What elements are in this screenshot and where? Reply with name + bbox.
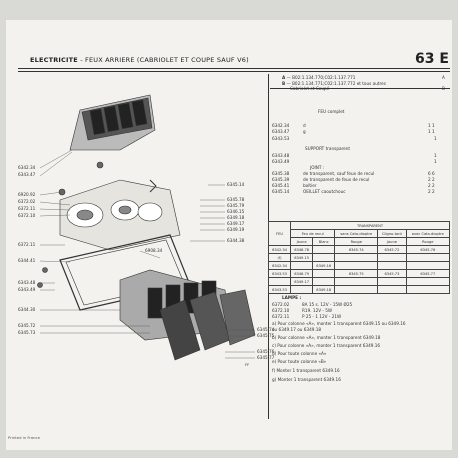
part-ref: 6343.49 bbox=[272, 159, 290, 164]
note: a) Pour colonne «A», monter 1 transparent 6349.15 ou 6349.16 bbox=[272, 321, 406, 326]
sub-rouge2: Rouge bbox=[406, 238, 449, 246]
col-avec: avec Cata-dioptre bbox=[406, 230, 449, 238]
part-ref: 6345.39 bbox=[272, 177, 290, 182]
callout-6372-11: 6372.11 bbox=[18, 206, 36, 211]
callout-6343-48: 6343.48 bbox=[18, 280, 36, 285]
callout-6345-72: 6345.72 bbox=[18, 323, 36, 328]
callout-6345-75: 6345.75 bbox=[257, 333, 275, 338]
applicability-b: B — B02:1.134.771;C02:1.137.772 et tous autres bbox=[282, 81, 386, 86]
note: c) Pour colonne «A», monter 1 transparent 6349.16 bbox=[272, 343, 381, 348]
lampe-ref: 6372.10 bbox=[272, 308, 290, 313]
callout-6345-76: 6345.76 bbox=[257, 349, 275, 354]
applicability-b-end: B bbox=[442, 86, 445, 91]
sub-jaune2: Jaune bbox=[378, 238, 406, 246]
lampe-ref: 6372.11 bbox=[272, 314, 290, 319]
callout-6342-34: 6342.34 bbox=[18, 165, 36, 170]
callout-6345-77: 6345.77 bbox=[257, 355, 275, 360]
part-qty: 1 1 bbox=[428, 129, 435, 134]
part-ref: 6342.34 bbox=[272, 123, 290, 128]
part-qty: 1 bbox=[434, 159, 437, 164]
table-row: 6343.53 6349.18 bbox=[269, 286, 450, 294]
sub-rouge: Rouge bbox=[335, 238, 378, 246]
part-qty: 1 bbox=[434, 136, 437, 141]
callout-6344-30: 6344.30 bbox=[18, 307, 36, 312]
note: f) Monter 1 transparent 6349.16 bbox=[272, 368, 340, 373]
callout-6344-41: 6344.41 bbox=[18, 258, 36, 263]
part-qty: 1 1 bbox=[428, 123, 435, 128]
table-head-feu: FEU bbox=[269, 222, 291, 246]
part-qty: 1 bbox=[434, 153, 437, 158]
printed-in-france: Printed in France bbox=[8, 435, 40, 440]
part-qty: 6 6 bbox=[428, 171, 435, 176]
part-desc: OEILLET caoutchouc bbox=[303, 189, 346, 194]
part-ref: 6343.53 bbox=[272, 136, 290, 141]
callout-6372-11b: 6372.11 bbox=[18, 242, 36, 247]
callout-6349-19: 6349.19 bbox=[227, 227, 245, 232]
feu-complet-heading: FEU complet bbox=[318, 109, 345, 114]
part-desc: de transparent de feux de recul bbox=[303, 177, 370, 182]
col-clign: Cligno-tant bbox=[378, 230, 406, 238]
part-ref: 6343.48 bbox=[272, 153, 290, 158]
callout-6345-73: 6345.73 bbox=[18, 330, 36, 335]
note: ou 6349.17 ou 6349.18 bbox=[272, 327, 322, 332]
joint-heading: JOINT : bbox=[310, 165, 325, 170]
callout-6349-18: 6349.18 bbox=[227, 215, 245, 220]
callout-6345-79: 6345.79 bbox=[227, 203, 245, 208]
callout-6920-92: 6920.92 bbox=[18, 192, 36, 197]
sub-blanc: Blanc bbox=[313, 238, 335, 246]
part-desc: boîtier bbox=[303, 183, 317, 188]
part-desc: d bbox=[303, 123, 306, 128]
callout-6343-49: 6343.49 bbox=[18, 287, 36, 292]
table-row: 6349.17 bbox=[269, 278, 450, 286]
table-head-transparent: TRANSPARENT bbox=[291, 222, 450, 230]
part-qty: 2 2 bbox=[428, 177, 435, 182]
callout-6908-34: 6908.34 bbox=[145, 248, 163, 253]
callout-6372-10: 6372.10 bbox=[18, 213, 36, 218]
part-qty: 2 2 bbox=[428, 183, 435, 188]
note: e) Pour toute colonne «B» bbox=[272, 359, 327, 364]
table-row: 6343.53 6346.79 6345.75 6345.73 6345.77 bbox=[269, 270, 450, 278]
col-sans: sans Cata-dioptre bbox=[335, 230, 378, 238]
applicability-a: A — B02:1.134.770;C02:1.137.771 bbox=[282, 75, 356, 80]
callout-6344-38: 6344.38 bbox=[227, 238, 245, 243]
part-desc: de transparent, sauf feux de recul bbox=[303, 171, 375, 176]
callout-6345-74: 6345.74 bbox=[257, 327, 275, 332]
lampe-ref: 6372.02 bbox=[272, 302, 290, 307]
part-qty: 2 2 bbox=[428, 189, 435, 194]
transparent-table bbox=[268, 221, 450, 294]
callout-6345-14: 6345.14 bbox=[227, 182, 245, 187]
part-ref: 6343.47 bbox=[272, 129, 290, 134]
part-ref: 6345.14 bbox=[272, 189, 290, 194]
note: b) Pour colonne «A», monter 1 transparent 6349.18 bbox=[272, 335, 381, 340]
note: d) Pour toute colonne «A» bbox=[272, 351, 327, 356]
support-heading: SUPPORT transparent bbox=[305, 146, 351, 151]
part-ref: 6345.41 bbox=[272, 183, 290, 188]
table-row: 6342.34 6349.16 bbox=[269, 262, 450, 270]
callout-6349-17: 6349.17 bbox=[227, 221, 245, 226]
col-recul: Feu de recul bbox=[291, 230, 335, 238]
note: g) Monter 1 transparent 6349.16 bbox=[272, 377, 341, 382]
callout-6343-47: 6343.47 bbox=[18, 172, 36, 177]
sub-jaune: Jaune bbox=[291, 238, 313, 246]
lampe-spec: R19. 12V - 5W bbox=[302, 308, 333, 313]
page-title: ELECTRICITE - FEUX ARRIERE (CABRIOLET ET COUPE SAUF V6) bbox=[30, 56, 249, 64]
applicability-a-end: A bbox=[442, 75, 445, 80]
section-code: 63 E bbox=[415, 51, 449, 67]
lampe-heading: LAMPE : bbox=[282, 295, 302, 300]
callout-6346-15: 6346.15 bbox=[227, 209, 245, 214]
lampe-spec: 8A 15 s. 12V - 15W Ø25 bbox=[302, 302, 353, 307]
part-desc: g bbox=[303, 129, 306, 134]
applicability-b2: Cabriolet et Coupé bbox=[290, 86, 330, 91]
figure-ref: FF bbox=[245, 363, 250, 367]
table-row: 6342.34 6346.78 6345.74 6345.72 6345.76 bbox=[269, 246, 450, 254]
lampe-spec: P 25 - 1 12V - 21W bbox=[302, 314, 342, 319]
callout-6372-02: 6372.02 bbox=[18, 199, 36, 204]
part-ref: 6345.38 bbox=[272, 171, 290, 176]
table-row: (f) 6349.15 bbox=[269, 254, 450, 262]
callout-6345-78: 6345.78 bbox=[227, 197, 245, 202]
